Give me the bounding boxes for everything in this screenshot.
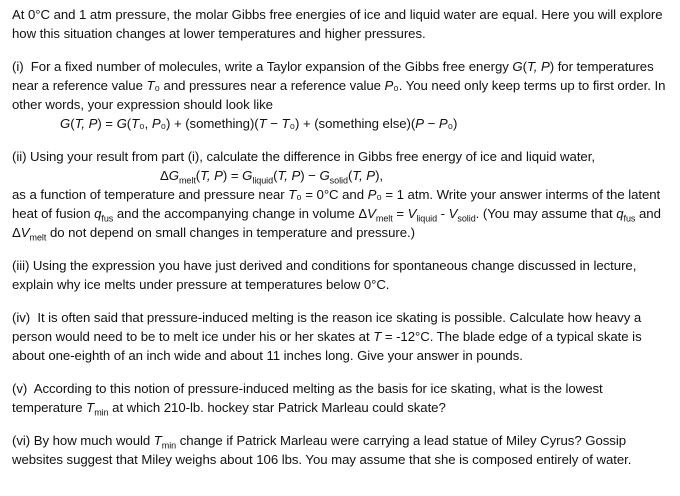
part-iv-question: (iv) It is often said that pressure-induced melting is the reason ice skating is possible. Calculate how heavy a person would need to be to melt ice under his or her skates at T = -12°C. The blade edge of a typical skate is about one-eighth of an inch wide and about 11 inches long. Give your answer in pounds.: [12, 310, 642, 363]
intro-paragraph: At 0°C and 1 atm pressure, the molar Gibbs free energies of ice and liquid water are equal. Here you will explore how this situation changes at lower temperatures and higher pressures.: [12, 7, 663, 41]
part-v-question: (v) According to this notion of pressure-induced melting as the basis for ice skating, what is the lowest temperature $T_{min}$ at which 210-lb. hockey star Patrick Marleau could skate?: [12, 381, 603, 418]
part-iii-question: (iii) Using the expression you have just derived and conditions for spontaneous change discussed in lecture, explain why ice melts under pressure at temperatures below 0°C.: [12, 258, 637, 292]
part-ii-continuation: as a function of temperature and pressure near T₀ = 0°C and P₀ = 1 atm. Write your answer interms of the latent heat of fusion $q_{fus}$ and the accompanying change in volume $\Delta V_{melt} = V_{liquid} - V_{solid}$. (You may assume that $q_{fus}$ and $\Delta V_{melt}$ do not depend on small changes in temperature and pressure.): [12, 187, 661, 243]
part-ii-question: (ii) Using your result from part (i), calculate the difference in Gibbs free energy of ice and liquid water,: [12, 149, 595, 164]
part-vi-question: (vi) By how much would $T_{min}$ change if Patrick Marleau were carrying a lead statue of Miley Cyrus? Gossip websites suggest that Miley weighs about 106 lbs. You may assume that she is composed entirely of water.: [12, 433, 632, 467]
part-ii-equation: $\Delta G_{melt}(T$, $P) = G_{liquid}(T$, $P) - G_{solid}(T$, P),: [160, 168, 384, 186]
part-i-equation: G(T, P) = G(T₀, P₀) + (something)(T − T₀) + (something else)(P − P₀): [60, 116, 458, 131]
part-i-question: (i) For a fixed number of molecules, write a Taylor expansion of the Gibbs free energy G(T, P) for temperatures near a reference value T₀ and pressures near a reference value P₀. You need only keep terms up to first order. In other words, your expression should look like: [12, 59, 666, 112]
